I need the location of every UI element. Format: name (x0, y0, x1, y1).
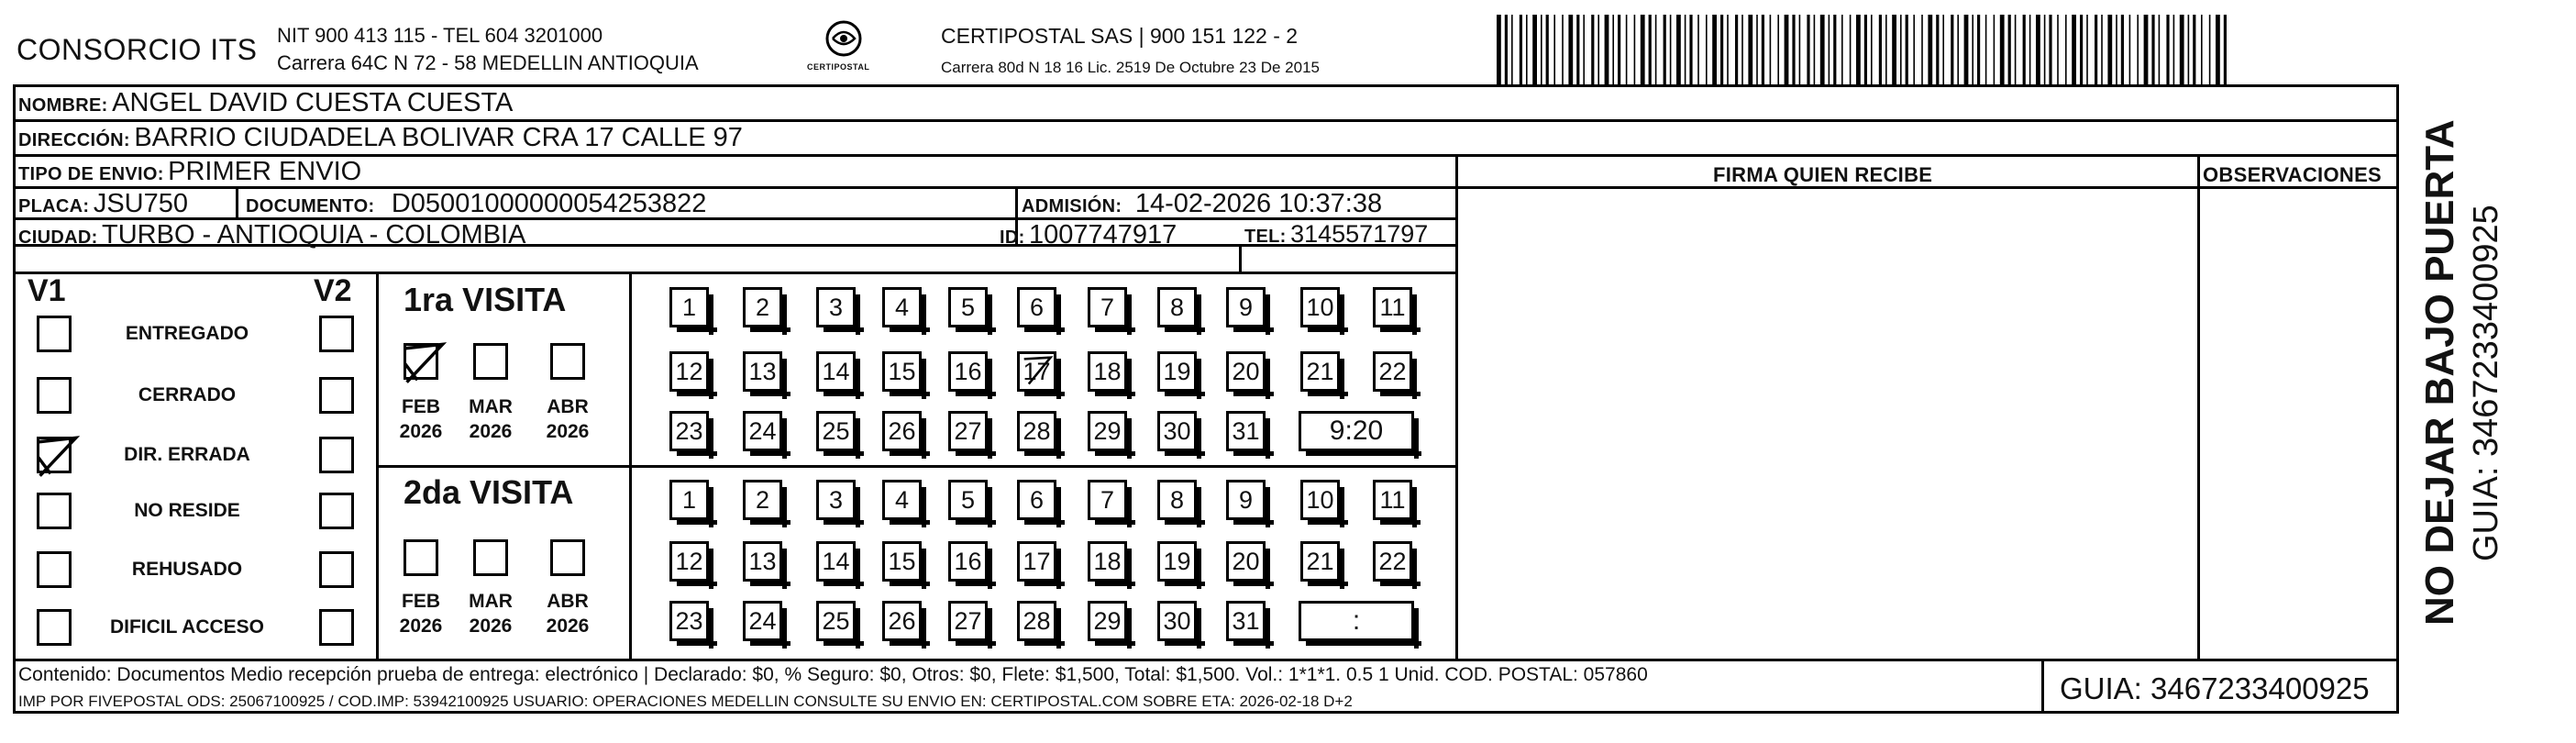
v1-checkbox[interactable] (37, 316, 72, 352)
barcode-bar (1634, 15, 1636, 84)
v2-checkbox[interactable] (319, 377, 354, 414)
tel-row (1244, 220, 1428, 249)
placa-label: PLACA: (18, 196, 90, 216)
barcode-bar (1605, 15, 1609, 84)
barcode-bar (1583, 15, 1585, 84)
visit2-day-20[interactable]: 20 (1226, 541, 1266, 582)
barcode-bar (2216, 15, 2220, 84)
firma-label: FIRMA QUIEN RECIBE (1713, 163, 1933, 186)
barcode-bar (1553, 15, 1555, 84)
visit1-day-22[interactable]: 22 (1373, 351, 1412, 392)
v2-checkbox[interactable] (319, 437, 354, 473)
barcode-bar (1497, 15, 1501, 84)
visit1-day-21[interactable]: 21 (1300, 351, 1340, 392)
id-label: ID: (1000, 227, 1025, 248)
documento-value: D05001000000054253822 (391, 189, 707, 218)
visit1-day-8[interactable]: 8 (1157, 287, 1197, 327)
visit2-day-1[interactable]: 1 (669, 480, 709, 520)
tel-value: 3145571797 (1290, 220, 1429, 248)
visit2-day-30[interactable]: 30 (1157, 601, 1197, 641)
status-label: DIR. ERRADA (124, 444, 250, 465)
visit2-day-31[interactable]: 31 (1226, 601, 1266, 641)
visit1-day-31[interactable]: 31 (1226, 411, 1266, 451)
barcode-bar (1727, 15, 1729, 84)
v1-checkbox[interactable] (37, 551, 72, 588)
placa-value: JSU750 (93, 189, 188, 218)
barcode-bar (1612, 15, 1614, 84)
barcode-bar (2095, 15, 2097, 84)
visit1-day-20[interactable]: 20 (1226, 351, 1266, 392)
visit1-day-13[interactable]: 13 (743, 351, 782, 392)
barcode-bar (1541, 15, 1542, 84)
barcode-bar (1994, 15, 1996, 84)
barcode-bar (1942, 15, 1944, 84)
month-checkbox[interactable] (550, 343, 585, 380)
visit2-day-23[interactable]: 23 (669, 601, 709, 641)
visit2-day-2[interactable]: 2 (743, 480, 782, 520)
visit2-day-27[interactable]: 27 (948, 601, 988, 641)
check-mark-icon (36, 434, 78, 480)
barcode-bar (1641, 15, 1645, 84)
nombre-value: ANGEL DAVID CUESTA CUESTA (112, 88, 514, 117)
tipo-value: PRIMER ENVIO (168, 157, 362, 186)
visit1-day-18[interactable]: 18 (1088, 351, 1127, 392)
status-label: NO RESIDE (134, 500, 240, 521)
barcode-bar (2151, 15, 2154, 84)
side-guia: GUIA: 3467233400925 (2467, 205, 2505, 561)
visit2-hour-box[interactable]: : (1299, 601, 1414, 641)
barcode-bar (2057, 15, 2059, 84)
documento-row (246, 189, 706, 219)
visit2-day-9[interactable]: 9 (1226, 480, 1266, 520)
barcode-bar (1568, 15, 1573, 84)
barcode-bar (1885, 15, 1887, 84)
footer-guia: GUIA: 3467233400925 (2060, 671, 2370, 705)
visit2-day-5[interactable]: 5 (948, 480, 988, 520)
month-checkbox[interactable] (473, 539, 508, 576)
month-label: FEB 2026 (399, 396, 443, 442)
barcode-bar (1841, 15, 1843, 84)
barcode-bar (2072, 15, 2076, 84)
month-label: ABR 2026 (546, 591, 590, 637)
barcode-bar (1505, 15, 1508, 84)
barcode-bar (1777, 15, 1779, 84)
barcode-bar (2224, 15, 2227, 84)
barcode-bar (1892, 15, 1896, 84)
direccion-value: BARRIO CIUDADELA BOLIVAR CRA 17 CALLE 97 (134, 123, 743, 152)
visit2-day-21[interactable]: 21 (1300, 541, 1340, 582)
barcode-bar (1676, 15, 1681, 84)
visit1-day-30[interactable]: 30 (1157, 411, 1197, 451)
visit1-day-26[interactable]: 26 (882, 411, 922, 451)
nit-line: NIT 900 413 115 - TEL 604 3201000 (277, 24, 603, 47)
observations-area[interactable] (2202, 188, 2396, 656)
barcode-bar (2121, 15, 2124, 84)
barcode-bar (1526, 15, 1528, 84)
barcode-bar (2129, 15, 2131, 84)
barcode-bar (1546, 15, 1549, 84)
barcode-bar (1741, 15, 1743, 84)
v2-checkbox[interactable] (319, 493, 354, 529)
barcode-bar (2044, 15, 2046, 84)
barcode-bar (1792, 15, 1795, 84)
visit2-day-8[interactable]: 8 (1157, 480, 1197, 520)
barcode-bar (1655, 15, 1657, 84)
signature-area[interactable] (1460, 188, 2194, 656)
direccion-label: DIRECCIÓN: (18, 130, 130, 150)
visit1-day-7[interactable]: 7 (1088, 287, 1127, 327)
day-mark-icon (1022, 356, 1055, 387)
visit2-day-25[interactable]: 25 (816, 601, 856, 641)
barcode-bar (1964, 15, 1969, 84)
visit2-day-10[interactable]: 10 (1300, 480, 1340, 520)
footer-contents: Contenido: Documentos Medio recepción prueba de entrega: electrónico | Declarado: $0, % Seguro: $0, Otros: $0, Flete: $1,500, Total: $1,500. Vol.: 1*1*1. 0.5 1 Unid. COD. POSTAL: 057860 (18, 664, 1648, 685)
placa-row (18, 189, 188, 219)
visit1-day-28[interactable]: 28 (1017, 411, 1056, 451)
barcode-bar (1850, 15, 1852, 84)
certipostal-license: Carrera 80d N 18 16 Lic. 2519 De Octubre 23 De 2015 (941, 59, 1320, 76)
barcode-bar (1785, 15, 1789, 84)
v2-header: V2 (314, 273, 352, 308)
status-label: DIFICIL ACCESO (109, 616, 264, 638)
barcode-bar (1735, 15, 1738, 84)
visit2-day-18[interactable]: 18 (1088, 541, 1127, 582)
visit2-day-15[interactable]: 15 (882, 541, 922, 582)
tel-label: TEL: (1244, 227, 1287, 247)
barcode-bar (1756, 15, 1758, 84)
v2-checkbox[interactable] (319, 551, 354, 588)
barcode-bar (2144, 15, 2149, 84)
barcode-bar (1906, 15, 1908, 84)
barcode-bar (1770, 15, 1772, 84)
ciudad-row (18, 220, 525, 250)
visit1-day-2[interactable]: 2 (743, 287, 782, 327)
v1-checkbox[interactable] (37, 437, 72, 473)
admision-label: ADMISIÓN: (1022, 196, 1122, 216)
id-row (1000, 220, 1177, 250)
visit1-day-1[interactable]: 1 (669, 287, 709, 327)
barcode-bar (1598, 15, 1599, 84)
visit1-day-14[interactable]: 14 (816, 351, 856, 392)
visit1-day-17[interactable]: 17 (1017, 351, 1056, 392)
barcode-bar (2166, 15, 2169, 84)
month-label: ABR 2026 (546, 396, 590, 442)
visit1-day-15[interactable]: 15 (882, 351, 922, 392)
barcode-bar (1626, 15, 1628, 84)
visit2-day-11[interactable]: 11 (1373, 480, 1412, 520)
barcode-bar (1951, 15, 1953, 84)
barcode-bar (1649, 15, 1652, 84)
visit1-day-29[interactable]: 29 (1088, 411, 1127, 451)
barcode-bar (1820, 15, 1825, 84)
visit1-day-10[interactable]: 10 (1300, 287, 1340, 327)
barcode-bar (1900, 15, 1902, 84)
barcode-bar (2023, 15, 2026, 84)
month-checkbox[interactable] (404, 539, 438, 576)
barcode-bar (1748, 15, 1752, 84)
barcode-bar (1936, 15, 1939, 84)
admision-row (1022, 189, 1382, 219)
barcode-bar (2137, 15, 2139, 84)
barcode-bar (2101, 15, 2103, 84)
barcode-bar (1864, 15, 1867, 84)
barcode-bar (1532, 15, 1537, 84)
barcode-bar (1706, 15, 1708, 84)
visit1-day-27[interactable]: 27 (948, 411, 988, 451)
barcode-bar (1921, 15, 1923, 84)
visit2-day-29[interactable]: 29 (1088, 601, 1127, 641)
month-checkbox[interactable] (473, 343, 508, 380)
check-mark-icon (403, 340, 445, 386)
barcode-bar (1689, 15, 1692, 84)
barcode-bar (1879, 15, 1882, 84)
v1-checkbox[interactable] (37, 493, 72, 529)
logo-label: CERTIPOSTAL (807, 62, 870, 72)
tipo-row (18, 157, 361, 187)
visit1-day-19[interactable]: 19 (1157, 351, 1197, 392)
barcode-bar (1576, 15, 1579, 84)
barcode-bar (2036, 15, 2040, 84)
v2-checkbox[interactable] (319, 609, 354, 646)
observaciones-label: OBSERVACIONES (2203, 163, 2383, 186)
barcode-bar (2173, 15, 2175, 84)
visit1-day-16[interactable]: 16 (948, 351, 988, 392)
v1-header: V1 (28, 273, 66, 308)
barcode-bar (1685, 15, 1686, 84)
barcode-bar (1957, 15, 1959, 84)
visit1-day-9[interactable]: 9 (1226, 287, 1266, 327)
barcode-bar (2188, 15, 2190, 84)
barcode-bar (1664, 15, 1666, 84)
visit2-day-7[interactable]: 7 (1088, 480, 1127, 520)
barcode-bar (1814, 15, 1816, 84)
visit2-day-3[interactable]: 3 (816, 480, 856, 520)
barcode-bar (1871, 15, 1873, 84)
visit2-day-16[interactable]: 16 (948, 541, 988, 582)
v1-checkbox[interactable] (37, 377, 72, 414)
barcode-bar (1977, 15, 1980, 84)
documento-label: DOCUMENTO: (246, 196, 375, 216)
barcode-bar (1762, 15, 1764, 84)
month-checkbox[interactable] (550, 539, 585, 576)
barcode-bar (1856, 15, 1861, 84)
month-label: MAR 2026 (469, 591, 513, 637)
nombre-row (18, 88, 513, 118)
visit2-day-17[interactable]: 17 (1017, 541, 1056, 582)
month-label: MAR 2026 (469, 396, 513, 442)
barcode-bar (1511, 15, 1513, 84)
barcode-bar (1562, 15, 1564, 84)
visit1-hour-box[interactable]: 9:20 (1299, 411, 1414, 451)
visit2-day-22[interactable]: 22 (1373, 541, 1412, 582)
company-name: CONSORCIO ITS (17, 33, 258, 66)
visit2-day-6[interactable]: 6 (1017, 480, 1056, 520)
barcode-bar (2209, 15, 2211, 84)
visit1-day-24[interactable]: 24 (743, 411, 782, 451)
visit1-day-5[interactable]: 5 (948, 287, 988, 327)
barcode-bar (1697, 15, 1699, 84)
certipostal-line: CERTIPOSTAL SAS | 900 151 122 - 2 (941, 24, 1299, 48)
visit2-day-13[interactable]: 13 (743, 541, 782, 582)
visit1-day-3[interactable]: 3 (816, 287, 856, 327)
ciudad-label: CIUDAD: (18, 227, 98, 248)
id-value: 1007747917 (1029, 220, 1177, 250)
visit1-day-4[interactable]: 4 (882, 287, 922, 327)
visit1-day-25[interactable]: 25 (816, 411, 856, 451)
barcode-bar (2086, 15, 2088, 84)
visit1-day-6[interactable]: 6 (1017, 287, 1056, 327)
barcode-bar (1591, 15, 1594, 84)
status-label: ENTREGADO (125, 323, 249, 344)
barcode-bar (2193, 15, 2195, 84)
barcode-bar (1799, 15, 1801, 84)
barcode-bar (2201, 15, 2203, 84)
barcode-bar (1670, 15, 1672, 84)
visit1-day-12[interactable]: 12 (669, 351, 709, 392)
month-label: FEB 2026 (399, 591, 443, 637)
barcode-bar (2008, 15, 2011, 84)
barcode-bar (2080, 15, 2083, 84)
direccion-row (18, 123, 743, 153)
status-label: CERRADO (138, 384, 237, 405)
barcode (1497, 15, 2230, 84)
visit1-day-23[interactable]: 23 (669, 411, 709, 451)
side-notice: NO DEJAR BAJO PUERTA (2417, 119, 2462, 626)
visit2-day-26[interactable]: 26 (882, 601, 922, 641)
visit2-day-24[interactable]: 24 (743, 601, 782, 641)
barcode-bar (2029, 15, 2031, 84)
barcode-bar (1985, 15, 1987, 84)
v2-checkbox[interactable] (319, 316, 354, 352)
visit2-day-19[interactable]: 19 (1157, 541, 1197, 582)
barcode-bar (2065, 15, 2067, 84)
barcode-bar (1972, 15, 1973, 84)
barcode-bar (2000, 15, 2005, 84)
visit2-day-14[interactable]: 14 (816, 541, 856, 582)
visit2-day-4[interactable]: 4 (882, 480, 922, 520)
footer-imp: IMP POR FIVEPOSTAL ODS: 25067100925 / COD.IMP: 53942100925 USUARIO: OPERACIONES MEDELLIN CONSULTE SU ENVIO EN: CERTIPOSTAL.COM SOBRE ETA: 2026-02-18 D+2 (18, 693, 1353, 710)
barcode-bar (2049, 15, 2051, 84)
barcode-bar (1829, 15, 1830, 84)
company-info (277, 22, 699, 77)
nombre-label: NOMBRE: (18, 95, 108, 116)
status-label: REHUSADO (131, 559, 243, 580)
v1-checkbox[interactable] (37, 609, 72, 646)
barcode-bar (1520, 15, 1522, 84)
visit2-day-28[interactable]: 28 (1017, 601, 1056, 641)
address-line: Carrera 64C N 72 - 58 MEDELLIN ANTIOQUIA (277, 51, 699, 74)
barcode-bar (2159, 15, 2161, 84)
ciudad-value: TURBO - ANTIOQUIA - COLOMBIA (102, 220, 526, 250)
barcode-bar (1928, 15, 1932, 84)
barcode-bar (2116, 15, 2117, 84)
barcode-bar (1618, 15, 1620, 84)
barcode-bar (1913, 15, 1915, 84)
tipo-label: TIPO DE ENVIO: (18, 164, 164, 184)
barcode-bar (2180, 15, 2184, 84)
barcode-bar (1720, 15, 1723, 84)
visit1-title: 1ra VISITA (404, 281, 567, 318)
visit1-day-11[interactable]: 11 (1373, 287, 1412, 327)
barcode-bar (1712, 15, 1717, 84)
barcode-bar (2015, 15, 2017, 84)
admision-value: 14-02-2026 10:37:38 (1134, 189, 1383, 218)
visit2-title: 2da VISITA (404, 473, 574, 511)
barcode-bar (1807, 15, 1809, 84)
barcode-bar (1833, 15, 1836, 84)
barcode-bar (2107, 15, 2112, 84)
month-checkbox[interactable] (404, 343, 438, 380)
visit2-day-12[interactable]: 12 (669, 541, 709, 582)
